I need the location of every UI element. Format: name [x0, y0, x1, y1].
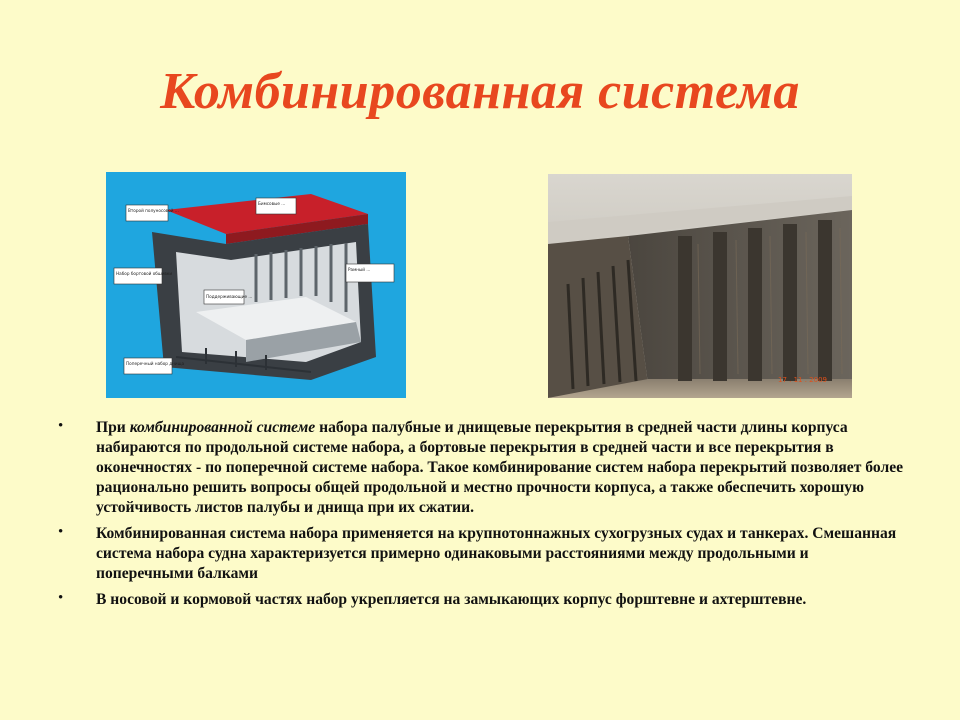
- svg-text:Рамный ...: Рамный ...: [348, 267, 371, 272]
- bullet-item-2: • Комбинированная система набора применяется на крупнотоннажных сухогрузных судах и танкерах. Смешанная система набора судна характеризуется примерно одинаковыми расстояниями между продольными и поперечными балками: [58, 524, 897, 582]
- svg-text:Поддерживающие ...: Поддерживающие ...: [206, 294, 253, 299]
- hold-interior-photo: [548, 174, 852, 398]
- slide-title: Комбинированная система: [160, 63, 800, 120]
- bullet-item-1: • При комбинированной системе набора палубные и днищевые перекрытия в средней части длины корпуса набираются по продольной системе набора, а бортовые перекрытия в средней части и все перекрытия в оконечностях - по поперечной системе набора. Такое комбинирование систем набора перекрытий позволяет более рационально решить вопросы общей продольной и местно прочности корпуса, а также обеспечить хорошую устойчивость листов палубы и днища при их сжатии.: [58, 418, 904, 516]
- hull-cutaway-diagram: [106, 172, 406, 398]
- svg-text:Поперечный набор днища: Поперечный набор днища: [126, 361, 185, 366]
- date-stamp: 17 . 11 . 2009: [778, 376, 827, 384]
- svg-text:Набор бортовой обшивки: Набор бортовой обшивки: [116, 271, 173, 276]
- bullet-marker: •: [58, 418, 64, 434]
- bullet-marker: •: [58, 590, 64, 606]
- svg-text:Второй полуносовой ...: Второй полуносовой ...: [128, 208, 179, 213]
- bullet-list: [58, 418, 908, 616]
- svg-text:Бимсовые ...: Бимсовые ...: [258, 201, 286, 206]
- bullet-marker: •: [58, 524, 64, 540]
- bullet-item-3: • В носовой и кормовой частях набор укрепляется на замыкающих корпус форштевне и ахтерштевне.: [58, 590, 807, 608]
- emphasis-term: комбинированной системе: [129, 419, 316, 436]
